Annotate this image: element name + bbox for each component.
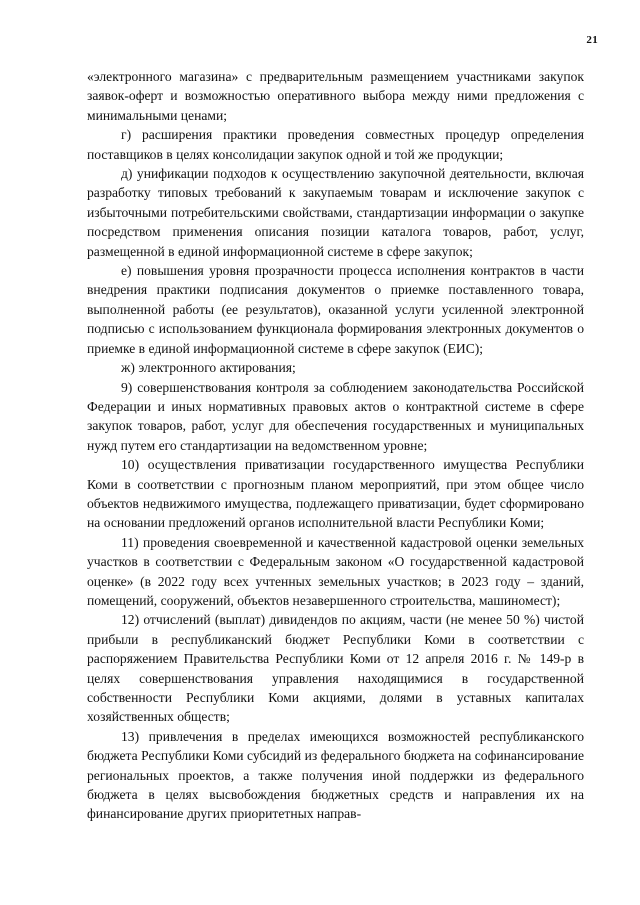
paragraph-item-12: 12) отчислений (выплат) дивидендов по акциям, части (не менее 50 %) чистой прибыли в республиканский бюджет Республики Коми в соответствии с распоряжением Правительства Республики Коми от 12 апреля 2016 г. № 149-р в целях совершенствования управления находящимися в государственной собственности Республики Коми акциями, долями в уставных капиталах хозяйственных обществ; (87, 612, 584, 725)
paragraph-item-10: 10) осуществления приватизации государственного имущества Республики Коми в соответствии с прогнозным планом мероприятий, при этом общее число объектов недвижимого имущества, подлежащего приватизации, будет сформировано на основании предложений органов исполнительной власти Республики Коми; (87, 457, 584, 531)
page-number: 21 (586, 34, 598, 46)
paragraph-item-d: д) унификации подходов к осуществлению закупочной деятельности, включая разработку типовых требований к закупаемым товарам и исключение закупок с избыточными потребительскими свойствами, стандартизации информации о закупке посредством применения описания позиции каталога товаров, работ, услуг, размещенной в единой информационной системе в сфере закупок; (87, 166, 584, 259)
paragraph-item-11: 11) проведения своевременной и качественной кадастровой оценки земельных участков в соответствии с Федеральным законом «О государственной кадастровой оценке» (в 2022 году всех учтенных земельных участков; в 2023 году – зданий, помещений, сооружений, объектов незавершенного строительства, машиномест); (87, 534, 584, 608)
paragraph-item-13: 13) привлечения в пределах имеющихся возможностей республиканского бюджета Республики Коми субсидий из федерального бюджета на софинансирование региональных проектов, а также получения иной поддержки из федерального бюджета в целях высвобождения бюджетных средств и направления их на финансирование других приоритетных направ- (87, 728, 584, 822)
body-text (87, 67, 584, 824)
paragraph-item-e: е) повышения уровня прозрачности процесса исполнения контрактов в части внедрения практики подписания документов о приемке поставленного товара, выполненной работы (ее результатов), оказанной услуги усиленной электронной подписью с использованием функционала формирования электронных документов о приемке в единой информационной системе в сфере закупок (ЕИС); (87, 263, 584, 356)
paragraph-continuation: «электронного магазина» с предварительным размещением участниками закупок заявок-оферт и возможностью оперативного выбора между ними предложения с минимальными ценами; (87, 69, 584, 123)
paragraph-item-g: г) расширения практики проведения совместных процедур определения поставщиков в целях консолидации закупок одной и той же продукции; (87, 127, 584, 162)
paragraph-item-9: 9) совершенствования контроля за соблюдением законодательства Российской Федерации и иных нормативных правовых актов о контрактной системе в сфере закупок товаров, работ, услуг для обеспечения государственных и муниципальных нужд путем его стандартизации на ведомственном уровне; (87, 379, 584, 453)
paragraph-item-zh: ж) электронного актирования; (121, 360, 296, 376)
